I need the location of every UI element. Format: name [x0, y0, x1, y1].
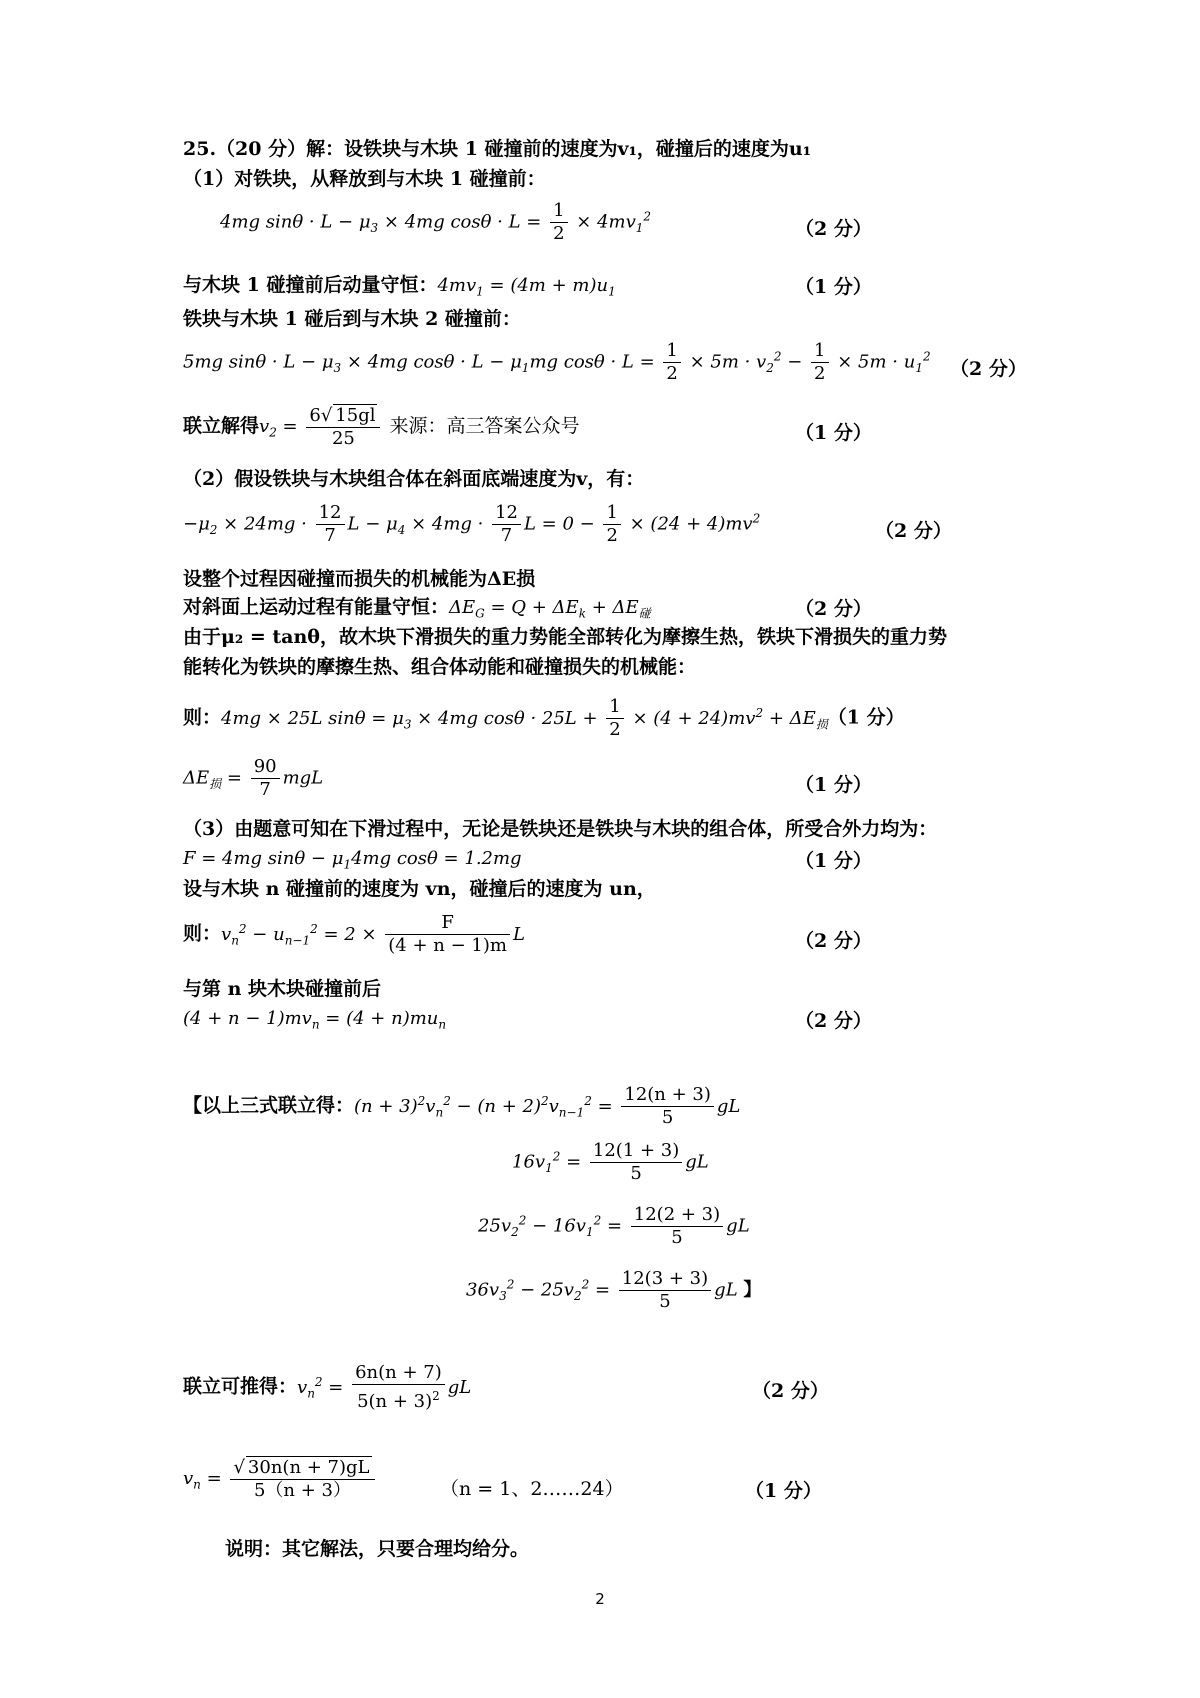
points-eq11: （2 分）	[795, 1010, 872, 1032]
eq-momentum-n: $(4 + n - 1)mv_n = (4 + n)mu_n$	[183, 1008, 447, 1032]
points-eq1: （2 分）	[795, 218, 872, 240]
points-eq7: （1 分）	[827, 706, 905, 729]
source-note: 来源：高三答案公众号	[389, 415, 580, 437]
part1-title: （1）对铁块，从释放到与木块 1 碰撞前：	[183, 168, 546, 190]
vn-definition: 设与木块 n 碰撞前的速度为 vn，碰撞后的速度为 un，	[183, 878, 656, 900]
points-eq6: （2 分）	[795, 598, 872, 620]
eq-recurrence-n1: $16v_1^2$ = $\frac{12(1 + 3)}{5}$ gL	[512, 1140, 709, 1184]
explanation-line-2: 能转化为铁块的摩擦生热、组合体动能和碰撞损失的机械能：	[183, 656, 697, 678]
eq-energy-before-collision-2: 5mg $\sin\theta \cdot L - \mu_3 \times 4mg$ $\cos\theta \cdot L - \mu_1mg$ cosθ · L = $\frac{1}{2}$ × $5m \cdot v_2^2$ − $\frac{1}{2}$ × $5m \cdot u_1^2$	[183, 340, 931, 384]
eq-energy-total: 则：4mg × 25L $\sin\theta = \mu_3 \times 4mg$ cosθ · 25L + $\frac{1}{2}$ × $(4 + 24)mv^2 + \Delta E_损(1$ 分）	[183, 696, 905, 740]
grading-note: 说明：其它解法，只要合理均给分。	[225, 1538, 530, 1560]
loss-definition: 设整个过程因碰撞而损失的机械能为ΔE损	[183, 568, 536, 590]
eq-recurrence-n3: $36v_3^2 - 25v_2^2$ = $\frac{12(3 + 3)}{5}$ gL 】	[466, 1268, 762, 1312]
points-eq12: （2 分）	[752, 1380, 829, 1402]
points-eq8: （1 分）	[795, 774, 872, 796]
part2-title: （2）假设铁块与木块组合体在斜面底端速度为v，有：	[183, 468, 645, 490]
part1-next: 铁块与木块 1 碰后到与木块 2 碰撞前：	[183, 308, 521, 330]
eq-energy-loss-result: $\Delta E_损$ = $\frac{90}{7}$ mgL	[183, 756, 324, 800]
points-eq4: （1 分）	[795, 422, 872, 444]
points-eq9: （1 分）	[795, 850, 872, 872]
momentum-line: 与木块 1 碰撞前后动量守恒：$4mv_1 = (4m + m)u_1$	[183, 274, 616, 299]
eq-bottom-speed: $-\mu_2 \times 24mg$ · $\frac{12}{7}$ $L - \mu_4 \times 4mg$ · $\frac{12}{7}$ L = 0 − $\frac{1}{2}$ × $(24 + 4)mv^2$	[183, 502, 761, 546]
q25-intro: 25.（20 分）解：设铁块与木块 1 碰撞前的速度为v₁，碰撞后的速度为u₁	[183, 138, 812, 160]
points-eq5: （2 分）	[875, 520, 952, 542]
solve-v2-line: 联立解得$v_2$ = $\frac{6√ 15gl}{25}$ 来源：高三答案公众号	[183, 405, 580, 449]
eq-net-force: F = 4mg $\sin\theta - \mu_14mg$ cosθ = 1.2mg	[183, 848, 522, 872]
points-eq10: （2 分）	[795, 930, 872, 952]
explanation-line-1: 由于μ₂ = tanθ，故木块下滑损失的重力势能全部转化为摩擦生热，铁块下滑损失的重力势	[183, 626, 947, 648]
page-number: 2	[595, 1590, 605, 1608]
eq-recurrence-n2: $25v_2^2 - 16v_1^2$ = $\frac{12(2 + 3)}{5}$ gL	[478, 1204, 750, 1248]
energy-conservation-line: 对斜面上运动过程有能量守恒：$\Delta E_G = Q + \Delta E_k + \Delta E_碰$	[183, 596, 651, 621]
points-eq3: （2 分）	[950, 358, 1027, 380]
eq-kinematics-n: 则：$v_n^2 - u_{n-1}^2 = 2$ × $\frac{F}{(4 + n - 1)m}$ L	[183, 912, 525, 956]
eq-energy-before-collision-1: 4mg $\sin\theta \cdot L - \mu_3 \times 4mg$ cosθ · L = $\frac{1}{2}$ × $4mv_1^2$	[220, 200, 652, 244]
points-eq2: （1 分）	[795, 276, 872, 298]
eq-combined-recurrence: 【以上三式联立得：$(n + 3)^2v_n^2 - (n + 2)^2v_{n-1}^2$ = $\frac{12(n + 3)}{5}$ gL	[183, 1084, 741, 1128]
part3-title: （3）由题意可知在下滑过程中，无论是铁块还是铁块与木块的组合体，所受合外力均为：	[183, 818, 938, 840]
eq-vn-squared: 联立可推得：$v_n^2$ = $\frac{6n(n + 7)}{5(n + 3)^2}$ gL	[183, 1362, 472, 1412]
eq-vn-result: $v_n$ = $\frac{√ 30n(n + 7)gL}{5(n + 3)}$	[183, 1456, 378, 1502]
n-range: （n = 1、2……24）	[440, 1478, 624, 1500]
nth-collision-label: 与第 n 块木块碰撞前后	[183, 978, 382, 1000]
points-eq13: （1 分）	[745, 1480, 822, 1502]
